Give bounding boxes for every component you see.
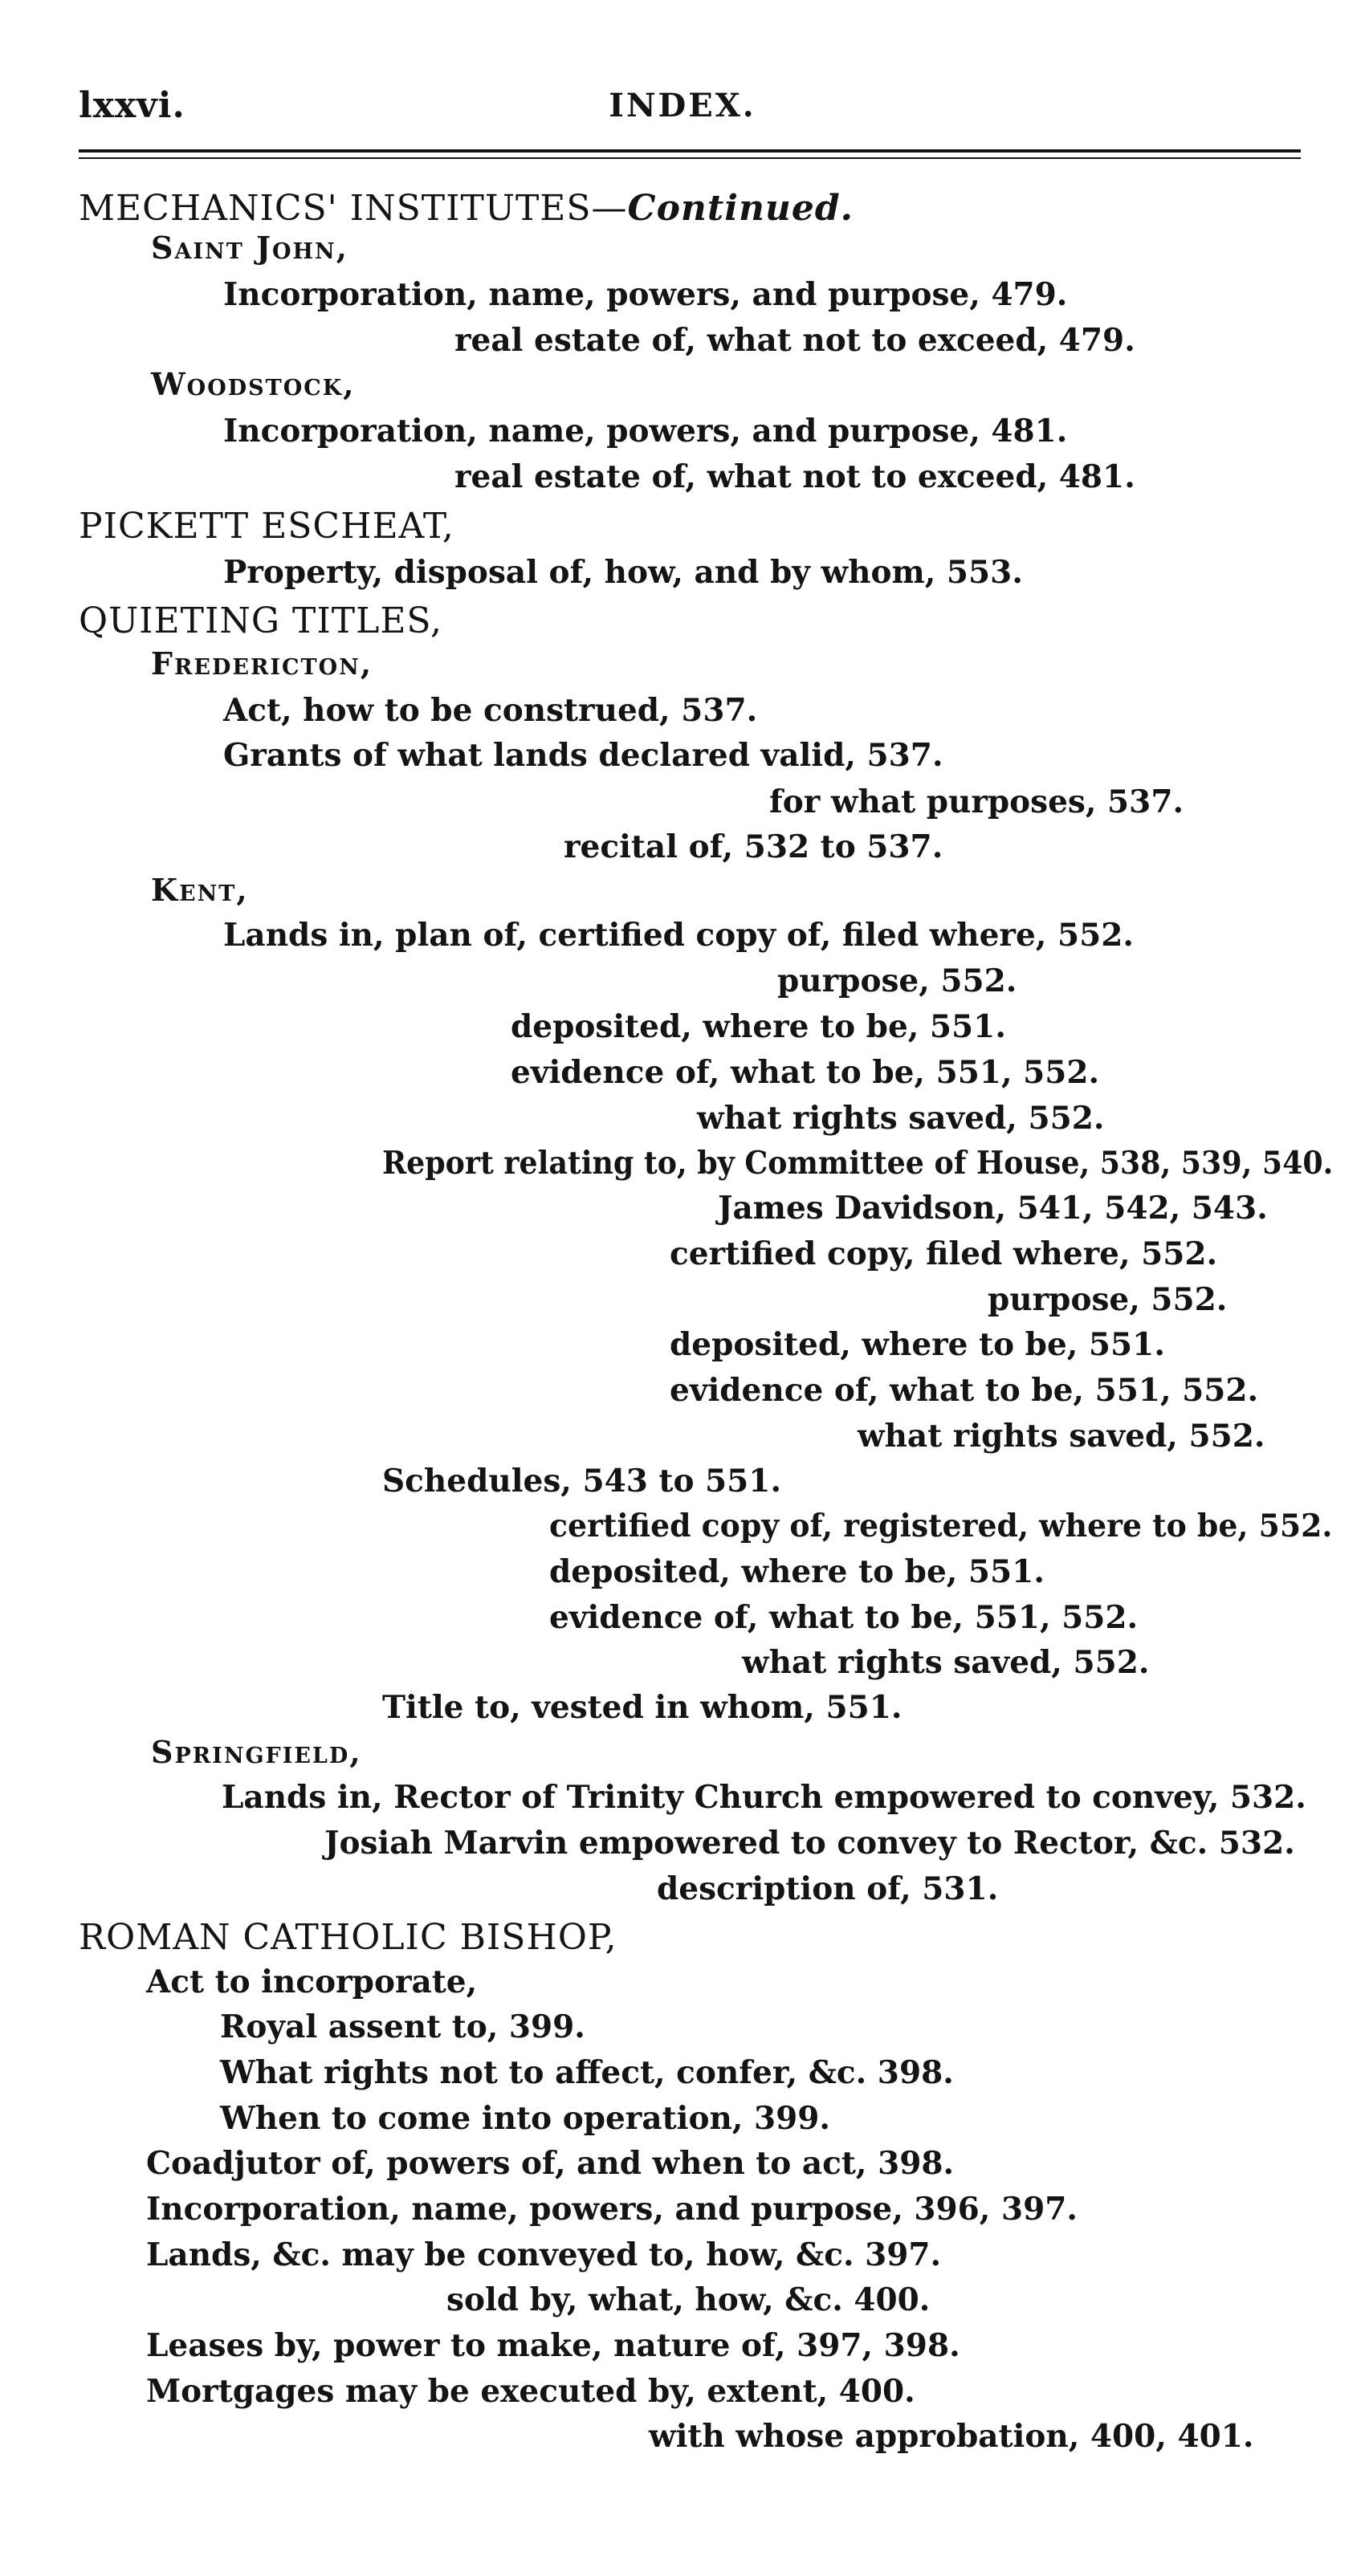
index-heading: PICKETT ESCHEAT, — [79, 506, 454, 547]
index-entry: sold by, what, how, &c. 400. — [446, 2281, 931, 2318]
index-entry: what rights saved, 552. — [858, 1418, 1265, 1455]
index-subheading: Woodstock, — [151, 366, 356, 402]
index-entry: Schedules, 543 to 551. — [382, 1463, 782, 1500]
index-entry: recital of, 532 to 537. — [564, 828, 943, 865]
index-entry: what rights saved, 552. — [697, 1100, 1105, 1137]
index-subheading: Fredericton, — [151, 645, 373, 682]
index-entry: evidence of, what to be, 551, 552. — [549, 1599, 1139, 1636]
index-entry: Act to incorporate, — [146, 1964, 478, 2000]
index-entry: purpose, 552. — [777, 962, 1017, 999]
index-entry: what rights saved, 552. — [742, 1644, 1150, 1681]
index-entry: Report relating to, by Committee of House, 538, 539, 540. — [382, 1145, 1334, 1182]
index-entry: certified copy, filed where, 552. — [670, 1235, 1218, 1272]
index-entry: James Davidson, 541, 542, 543. — [718, 1190, 1268, 1227]
index-entry: real estate of, what not to exceed, 479. — [454, 322, 1135, 359]
index-heading: QUIETING TITLES, — [79, 600, 442, 641]
index-entry: for what purposes, 537. — [769, 783, 1184, 820]
index-entry: Lands in, Rector of Trinity Church empowered to convey, 532. — [222, 1779, 1306, 1816]
index-subheading: Springfield, — [151, 1734, 362, 1770]
index-entry: purpose, 552. — [988, 1281, 1228, 1318]
index-entry: evidence of, what to be, 551, 552. — [511, 1054, 1100, 1091]
index-entry: Mortgages may be executed by, extent, 400. — [146, 2373, 915, 2410]
index-entry: with whose approbation, 400, 401. — [649, 2418, 1254, 2455]
index-entry: Royal assent to, 399. — [220, 2008, 585, 2045]
index-entry: Incorporation, name, powers, and purpose, 396, 397. — [146, 2191, 1078, 2228]
index-subheading: Saint John, — [151, 230, 348, 266]
index-entry: Grants of what lands declared valid, 537. — [223, 737, 943, 774]
running-head: INDEX. — [609, 87, 756, 124]
index-heading: ROMAN CATHOLIC BISHOP, — [79, 1917, 617, 1958]
index-entry: real estate of, what not to exceed, 481. — [454, 458, 1135, 495]
index-entry: deposited, where to be, 551. — [511, 1008, 1006, 1045]
index-entry: Act, how to be construed, 537. — [223, 692, 758, 729]
index-entry: Incorporation, name, powers, and purpose, 479. — [223, 276, 1068, 313]
index-entry: When to come into operation, 399. — [220, 2100, 830, 2137]
index-entry: certified copy of, registered, where to be, 552. — [549, 1508, 1333, 1544]
index-entry: Coadjutor of, powers of, and when to act, 398. — [146, 2145, 955, 2182]
index-entry: Lands, &c. may be conveyed to, how, &c. 397. — [146, 2236, 942, 2273]
index-entry: deposited, where to be, 551. — [549, 1553, 1045, 1590]
index-entry: evidence of, what to be, 551, 552. — [670, 1372, 1259, 1409]
continued-note: Continued. — [627, 188, 854, 229]
index-entry: What rights not to affect, confer, &c. 398. — [220, 2054, 954, 2091]
index-subheading: Kent, — [151, 872, 249, 908]
index-entry: Josiah Marvin empowered to convey to Rector, &c. 532. — [324, 1825, 1295, 1862]
index-entry: description of, 531. — [657, 1870, 999, 1907]
index-entry: Property, disposal of, how, and by whom, 553. — [223, 554, 1023, 591]
index-entry: Title to, vested in whom, 551. — [382, 1689, 903, 1726]
index-entry: Leases by, power to make, nature of, 397, 398. — [146, 2327, 960, 2364]
page-number: lxxvi. — [79, 85, 185, 126]
index-entry: deposited, where to be, 551. — [670, 1326, 1165, 1363]
index-entry: Lands in, plan of, certified copy of, filed where, 552. — [223, 917, 1134, 954]
index-entry: Incorporation, name, powers, and purpose, 481. — [223, 413, 1068, 450]
index-heading: MECHANICS' INSTITUTES—Continued. — [79, 188, 854, 229]
